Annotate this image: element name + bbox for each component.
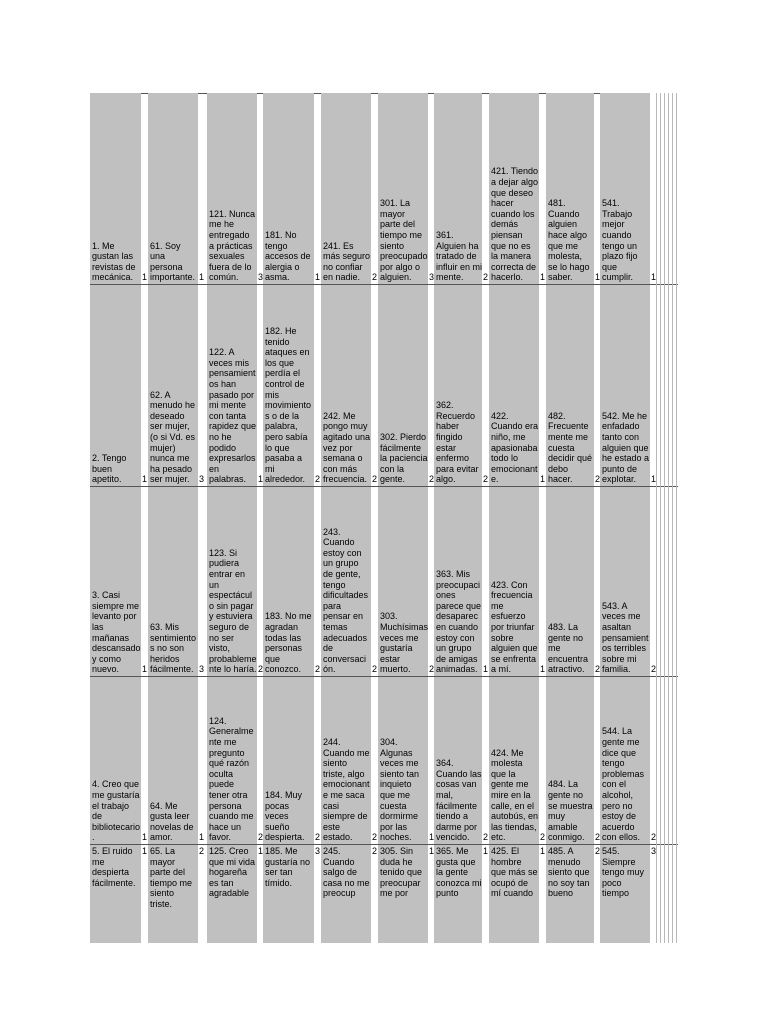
question-text: 424. Me molesta que la gente me mire en la calle, en el autobús, en las tiendas, etc. (491, 747, 539, 843)
answer-code: 1 (540, 272, 546, 283)
question-cell (148, 285, 198, 486)
question-cell (207, 487, 257, 676)
grid-line (676, 93, 677, 943)
question-text: 361. Alguien ha tratado de influir en mi mente. (436, 230, 482, 283)
question-cell (207, 845, 257, 943)
question-text: 422. Cuando era niño, me apasionaba todo lo emocionante. (491, 410, 539, 485)
answer-code: 1 (142, 846, 148, 856)
answer-code: 2 (429, 474, 435, 485)
answer-code: 2 (372, 474, 378, 485)
answer-code: 2 (595, 832, 601, 843)
answer-code: 2 (372, 846, 378, 856)
question-cell (90, 93, 141, 284)
question-cell (434, 285, 482, 486)
answer-code: 2 (372, 272, 378, 283)
question-cell (434, 845, 482, 943)
grid-line (664, 93, 665, 943)
question-text: 425. El hombre que más se ocupó de mí cuando (491, 846, 538, 899)
question-cell (263, 677, 314, 844)
question-cell (378, 845, 428, 943)
question-cell (489, 285, 539, 486)
question-text: 181. No tengo accesos de alergia o asma. (265, 230, 311, 283)
question-cell (546, 845, 594, 943)
table-row (90, 845, 678, 943)
question-cell (434, 93, 482, 284)
question-cell (263, 845, 314, 943)
answer-code: 2 (595, 664, 601, 675)
answer-code: 1 (142, 832, 148, 843)
question-cell (148, 845, 198, 943)
answer-code: 1 (540, 474, 546, 485)
question-cell (90, 285, 141, 486)
question-cell (600, 93, 650, 284)
question-cell (546, 93, 594, 284)
question-cell (263, 285, 314, 486)
question-cell (600, 285, 650, 486)
question-text: 5. El ruido me despierta fácilmente. (92, 846, 136, 888)
question-text: 362. Recuerdo haber fingido estar enfermo para evitar algo. (436, 400, 479, 485)
question-cell (600, 677, 650, 844)
grid-line (656, 93, 657, 943)
question-text: 364. Cuando las cosas van mal, fácilmente tiendo a darme por vencido. (436, 758, 482, 843)
question-text: 63. Mis sentimientos no son heridos fácilmente. (150, 622, 197, 675)
question-cell (321, 677, 371, 844)
question-text: 305. Sin duda he tenido que preocuparme por (380, 846, 423, 899)
question-cell (546, 285, 594, 486)
question-cell (378, 677, 428, 844)
question-cell (600, 487, 650, 676)
answer-code: 3 (199, 664, 205, 675)
answer-code: 1 (540, 664, 546, 675)
question-text: 484. La gente no se muestra muy amable conmigo. (548, 779, 593, 843)
question-text: 242. Me pongo muy agitado una vez por semana o con más frecuencia. (323, 410, 371, 485)
answer-code: 2 (429, 664, 435, 675)
answer-code: 2 (315, 664, 321, 675)
question-cell (321, 285, 371, 486)
answer-code: 1 (315, 272, 321, 283)
grid-line (672, 93, 673, 943)
table-row (90, 487, 678, 676)
question-cell (600, 845, 650, 943)
question-cell (378, 285, 428, 486)
question-cell (321, 487, 371, 676)
question-text: 545. Siempre tengo muy poco tiempo (602, 846, 645, 899)
question-text: 4. Creo que me gustaría el trabajo de bibliotecario. (92, 779, 141, 843)
answer-code: 1 (142, 272, 148, 283)
question-cell (378, 487, 428, 676)
question-text: 122. A veces mis pensamientos han pasado por mi mente con tanta rapidez que no he podido expresarlos en palabras. (209, 347, 257, 485)
question-text: 64. Me gusta leer novelas de amor. (150, 800, 194, 843)
answer-code: 2 (372, 832, 378, 843)
answer-code: 1 (142, 474, 148, 485)
question-cell (321, 93, 371, 284)
question-text: 541. Trabajo mejor cuando tengo un plazo fijo que cumplir. (602, 198, 638, 283)
answer-code: 2 (595, 474, 601, 485)
answer-code: 2 (540, 832, 546, 843)
question-text: 243. Cuando estoy con un grupo de gente, tengo dificultades para pensar en temas adecuados de conversación. (323, 526, 369, 675)
question-text: 121. Nunca me he entregado a prácticas sexuales fuera de lo común. (209, 208, 256, 283)
question-cell (321, 845, 371, 943)
question-cell (434, 677, 482, 844)
question-cell (207, 93, 257, 284)
question-text: 244. Cuando me siento triste, algo emocionante me saca casi siempre de este estado. (323, 737, 370, 843)
table-row (90, 93, 678, 284)
question-cell (489, 677, 539, 844)
question-text: 544. La gente me dice que tengo problemas con el alcohol, pero no estoy de acuerdo con ellos. (602, 726, 645, 843)
question-text: 301. La mayor parte del tiempo me siento preocupado por algo o alguien. (380, 198, 428, 283)
question-text: 245. Cuando salgo de casa no me preocup (323, 846, 370, 899)
answer-code: 1 (483, 664, 489, 675)
table-row (90, 677, 678, 844)
question-text: 302. Pierdo fácilmente la paciencia con la gente. (380, 432, 428, 485)
question-text: 542. Me he enfadado tanto con alguien que he estado a punto de explotar. (602, 410, 650, 485)
answer-code: 3 (258, 272, 264, 283)
answer-code: 2 (651, 832, 657, 843)
answer-code: 2 (315, 832, 321, 843)
question-text: 483. La gente no me encuentra atractivo. (548, 622, 589, 675)
answer-code: 1 (258, 846, 264, 856)
answer-code: 1 (595, 272, 601, 283)
question-text: 184. Muy pocas veces sueño despierta. (265, 790, 305, 843)
question-cell (546, 487, 594, 676)
answer-code: 3 (315, 846, 321, 856)
question-cell (90, 845, 141, 943)
answer-code: 3 (199, 474, 205, 485)
question-text: 304. Algunas veces me siento tan inquieto que me cuesta dormirme por las noches. (380, 737, 420, 843)
question-text: 303. Muchísimas veces me gustaría estar muerto. (380, 611, 428, 675)
answer-code: 2 (483, 832, 489, 843)
answer-code: 2 (258, 664, 264, 675)
question-text: 485. A menudo siento que no soy tan bueno (548, 846, 590, 899)
question-cell (489, 845, 539, 943)
question-text: 2. Tengo buen apetito. (92, 453, 127, 485)
question-text: 482. Frecuentemente me cuesta decidir qué debo hacer. (548, 410, 593, 485)
answer-code: 2 (483, 474, 489, 485)
question-cell (263, 93, 314, 284)
questionnaire-table (90, 93, 678, 943)
question-text: 125. Creo que mi vida hogareña es tan agradable (209, 846, 256, 899)
answer-code: 3 (651, 846, 657, 856)
answer-code: 1 (483, 846, 489, 856)
question-cell (434, 487, 482, 676)
question-cell (148, 487, 198, 676)
table-row (90, 285, 678, 486)
answer-code: 1 (651, 474, 657, 485)
grid-line (668, 93, 669, 943)
question-text: 423. Con frecuencia me esfuerzo por triunfar sobre alguien que se enfrenta a mí. (491, 579, 538, 675)
answer-code: 1 (429, 832, 435, 843)
answer-code: 3 (429, 272, 435, 283)
question-cell (489, 93, 539, 284)
question-text: 183. No me agradan todas las personas que conozco. (265, 611, 312, 675)
question-cell (90, 487, 141, 676)
question-cell (207, 677, 257, 844)
answer-code: 2 (315, 474, 321, 485)
answer-code: 2 (199, 846, 205, 856)
question-cell (148, 677, 198, 844)
question-text: 65. La mayor parte del tiempo me siento triste. (150, 846, 193, 909)
answer-code: 1 (199, 272, 205, 283)
question-text: 182. He tenido ataques en los que perdía el control de mis movimientos o de la palabra, pero sabía lo que pasaba a mi alrededor. (265, 326, 312, 485)
answer-code: 1 (258, 474, 264, 485)
question-text: 543. A veces me asaltan pensamientos terribles sobre mi familia. (602, 600, 649, 675)
question-text: 363. Mis preocupaciones parece que desaparecen cuando estoy con un grupo de amigas animadas. (436, 569, 482, 675)
question-cell (148, 93, 198, 284)
question-text: 365. Me gusta que la gente conozca mi punto (436, 846, 482, 899)
question-text: 185. Me gustaría no ser tan tímido. (265, 846, 311, 888)
answer-code: 1 (429, 846, 435, 856)
question-cell (207, 285, 257, 486)
answer-code: 2 (595, 846, 601, 856)
question-text: 61. Soy una persona importante. (150, 240, 196, 283)
answer-code: 2 (372, 664, 378, 675)
question-text: 124. Generalmente me pregunto qué razón oculta puede tener otra persona cuando me hace un favor. (209, 715, 254, 843)
grid-line (660, 93, 661, 943)
question-cell (378, 93, 428, 284)
question-text: 123. Si pudiera entrar en un espectáculo sin pagar y estuviera seguro de no ser visto, probablemente lo haría. (209, 547, 257, 675)
question-text: 62. A menudo he deseado ser mujer, (o si Vd. es mujer) nunca me ha pesado ser mujer. (150, 389, 196, 485)
answer-code: 2 (483, 272, 489, 283)
answer-code: 2 (651, 664, 657, 675)
question-cell (546, 677, 594, 844)
answer-code: 1 (142, 664, 148, 675)
question-cell (489, 487, 539, 676)
question-cell (90, 677, 141, 844)
question-cell (263, 487, 314, 676)
answer-code: 2 (258, 832, 264, 843)
question-text: 1. Me gustan las revistas de mecánica. (92, 240, 136, 283)
question-text: 241. Es más seguro no confiar en nadie. (323, 240, 371, 283)
answer-code: 1 (540, 846, 546, 856)
answer-code: 1 (651, 272, 657, 283)
question-text: 481. Cuando alguien hace algo que me molesta, se lo hago saber. (548, 198, 590, 283)
answer-code: 1 (199, 832, 205, 843)
question-text: 421. Tiendo a dejar algo que deseo hacer cuando los demás piensan que no es la manera correcta de hacerlo. (491, 166, 539, 283)
question-text: 3. Casi siempre me levanto por las mañanas descansado y como nuevo. (92, 590, 141, 675)
